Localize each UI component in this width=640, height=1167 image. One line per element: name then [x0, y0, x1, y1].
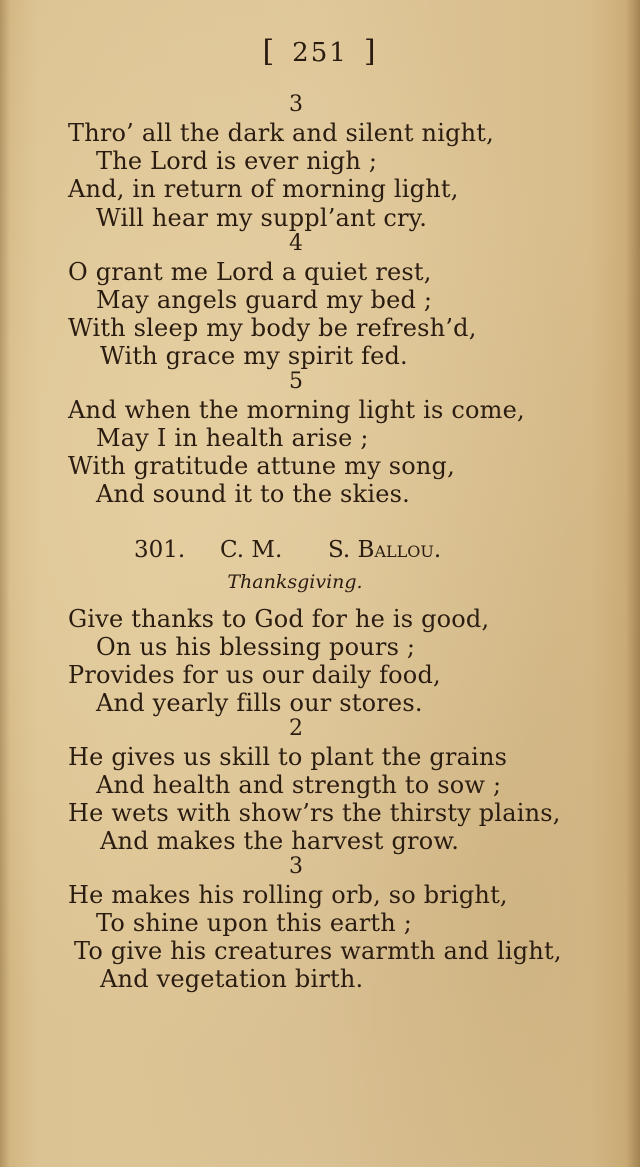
verse-line: Provides for us our daily food,	[68, 661, 441, 689]
verse-line: And vegetation birth.	[100, 965, 364, 993]
verse-line: He wets with show’rs the thirsty plains,	[68, 799, 561, 827]
verse-line: Thro’ all the dark and silent night,	[68, 119, 494, 147]
hymn-number: 301.	[134, 537, 186, 563]
verse-number: 5	[289, 369, 303, 394]
verse-line: And when the morning light is come,	[68, 396, 525, 424]
verse-line: He makes his rolling orb, so bright,	[68, 881, 508, 909]
header-bracket-right: ]	[363, 34, 378, 69]
verse-line: And makes the harvest grow.	[100, 827, 460, 855]
verse-line: Will hear my suppl’ant cry.	[96, 204, 428, 232]
verse-number: 2	[289, 716, 303, 741]
verse-line: And sound it to the skies.	[96, 480, 410, 508]
page-edge-shadow-right	[626, 0, 640, 1167]
running-header	[0, 36, 640, 69]
page-number: 251	[292, 38, 348, 68]
hymn-subtitle: Thanksgiving.	[227, 571, 363, 593]
verse-line: With gratitude attune my song,	[68, 452, 455, 480]
verse-line: May I in health arise ;	[96, 424, 369, 452]
verse-line: And health and strength to sow ;	[96, 771, 502, 799]
verse-line: To shine upon this earth ;	[96, 909, 413, 937]
header-bracket-left: [	[262, 34, 277, 69]
verse-line: And yearly fills our stores.	[96, 689, 423, 717]
verse-number: 3	[289, 92, 303, 117]
verse-line: Give thanks to God for he is good,	[68, 605, 490, 633]
verse-number: 3	[289, 854, 303, 879]
hymn-meter: C. M.	[220, 537, 283, 563]
verse-line: The Lord is ever nigh ;	[96, 147, 378, 175]
verse-line: May angels guard my bed ;	[96, 286, 433, 314]
hymn-author: S. Ballou.	[328, 537, 442, 563]
verse-line: And, in return of morning light,	[68, 175, 459, 203]
verse-line: He gives us skill to plant the grains	[68, 743, 508, 771]
verse-line: On us his blessing pours ;	[96, 633, 416, 661]
verse-line: With sleep my body be refresh’d,	[68, 314, 477, 342]
verse-line: To give his creatures warmth and light,	[74, 937, 562, 965]
verse-line: With grace my spirit fed.	[100, 342, 408, 370]
verse-line: O grant me Lord a quiet rest,	[68, 258, 432, 286]
verse-number: 4	[289, 231, 303, 256]
